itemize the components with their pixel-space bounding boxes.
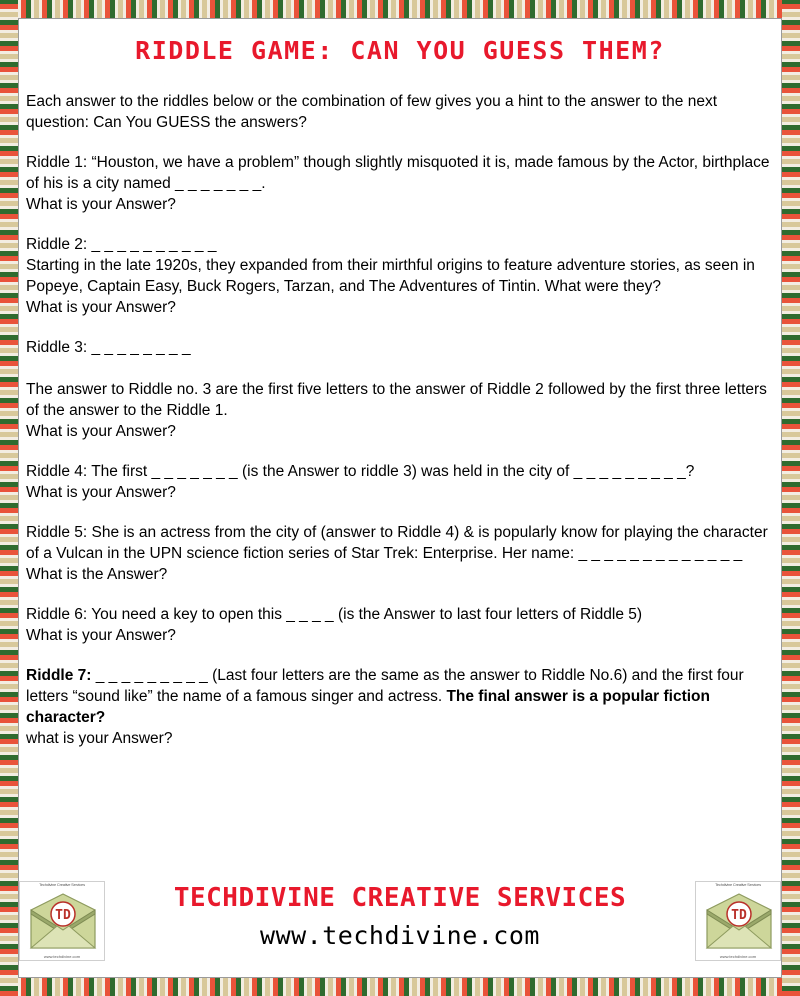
logo-left (19, 881, 105, 961)
riddle-7-block (26, 665, 774, 749)
decorative-border-top (0, 0, 800, 18)
riddle-4-question: Riddle 4: The first _ _ _ _ _ _ _ (is the Answer to riddle 3) was held in the city of _ _ _ _ _ _ _ _ _? (26, 463, 695, 480)
logo-caption-top: Techdivine Creative Services (39, 882, 85, 887)
riddle-1-block (26, 152, 774, 215)
riddle-5-question: Riddle 5: She is an actress from the city of (answer to Riddle 4) & is popularly know for playing the character of a Vulcan in the UPN science fiction series of Star Trek: Enterprise. Her name: _ _ _ _ _ _ _ _ _ _ _ _ _ (26, 524, 768, 562)
riddle-7-final-bold: The final answer is a popular fiction character? (26, 688, 710, 726)
brand-name: TECHDIVINE CREATIVE SERVICES (173, 883, 627, 913)
riddle-5-prompt: What is the Answer? (26, 566, 168, 583)
riddle-2-blanks: Riddle 2: _ _ _ _ _ _ _ _ _ _ (26, 236, 217, 253)
svg-text:TD: TD (731, 908, 747, 923)
intro-paragraph (26, 91, 774, 133)
page-title: RIDDLE GAME: CAN YOU GUESS THEM? (135, 36, 665, 65)
riddle-3-question: The answer to Riddle no. 3 are the first five letters to the answer of Riddle 2 followed by the first three letters of the answer to the Riddle 1. (26, 381, 767, 419)
logo-caption-bottom-right: www.techdivine.com (719, 954, 757, 959)
decorative-border-bottom (0, 978, 800, 996)
logo-graphic-icon (23, 890, 103, 956)
riddle-2-question: Starting in the late 1920s, they expanded from their mirthful origins to feature adventure stories, as seen in Popeye, Captain Easy, Buck Rogers, Tarzan, and The Adventures of Tintin. What were they? (26, 257, 755, 295)
riddle-6-prompt: What is your Answer? (26, 627, 176, 644)
riddle-3-blanks: Riddle 3: _ _ _ _ _ _ _ _ (26, 339, 191, 356)
logo-caption-bottom: www.techdivine.com (43, 954, 81, 959)
riddle-1-question: Riddle 1: “Houston, we have a problem” though slightly misquoted it is, made famous by the Actor, birthplace of his is a city named _ _ _ _ _ _ _. (26, 154, 770, 192)
logo-right (695, 881, 781, 961)
intro-text: Each answer to the riddles below or the combination of few gives you a hint to the answer to the next question: Can You GUESS the answers? (26, 93, 718, 131)
riddle-3-block (26, 337, 774, 442)
document-body (26, 91, 774, 749)
decorative-border-left (0, 0, 18, 996)
riddle-2-prompt: What is your Answer? (26, 299, 176, 316)
svg-text:TD: TD (55, 908, 71, 923)
riddle-7-question (26, 665, 774, 728)
riddle-4-block (26, 461, 774, 503)
riddle-7-text: _ _ _ _ _ _ _ _ _ (Last four letters are the same as the answer to Riddle No.6) and the first four letters “sound like” the name of a famous singer and actress. (26, 667, 744, 705)
riddle-5-block (26, 522, 774, 585)
website-url[interactable]: www.techdivine.com (260, 921, 540, 950)
riddle-7-label: Riddle 7: (26, 667, 92, 684)
riddle-6-block (26, 604, 774, 646)
riddle-4-prompt: What is your Answer? (26, 484, 176, 501)
riddle-3-prompt: What is your Answer? (26, 423, 176, 440)
riddle-1-prompt: What is your Answer? (26, 196, 176, 213)
logo-caption-top-right: Techdivine Creative Services (715, 882, 761, 887)
riddle-7-prompt: what is your Answer? (26, 730, 173, 747)
document-content (26, 24, 774, 972)
logo-graphic-icon-right (699, 890, 779, 956)
footer (19, 881, 781, 977)
riddle-6-question: Riddle 6: You need a key to open this _ _ _ _ (is the Answer to last four letters of Riddle 5) (26, 606, 643, 623)
riddle-3-spacer (26, 358, 774, 379)
decorative-border-right (782, 0, 800, 996)
riddle-2-block (26, 234, 774, 318)
